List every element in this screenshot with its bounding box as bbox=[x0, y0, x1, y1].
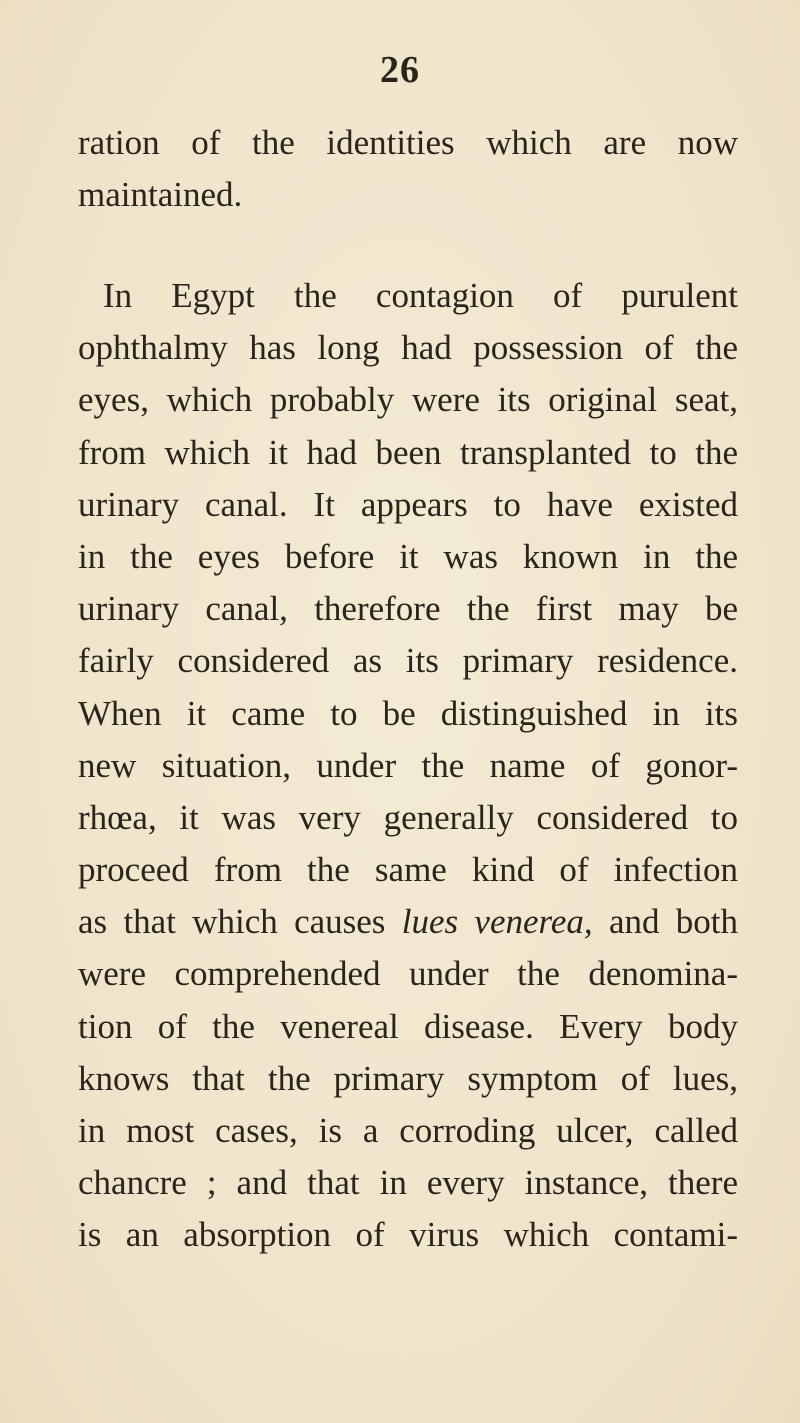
text-line: in most cases, is a corroding ulcer, called bbox=[78, 1111, 738, 1150]
continuation-text bbox=[78, 117, 738, 221]
text-line: chancre ; and that in every instance, there bbox=[78, 1163, 738, 1203]
text-line: fairly considered as its primary residence. bbox=[78, 641, 738, 681]
text-line: ophthalmy has long had possession of the bbox=[78, 328, 738, 368]
text-line: knows that the primary symptom of lues, bbox=[78, 1058, 738, 1098]
text-line: were comprehended under the denomina- bbox=[78, 954, 738, 994]
text-segment: and both bbox=[592, 902, 739, 942]
text-line: urinary canal. It appears to have existed bbox=[78, 484, 738, 524]
text-line: tion of the venereal disease. Every body bbox=[78, 1006, 738, 1046]
text-line: in the eyes before it was known in the bbox=[78, 536, 738, 576]
italic-term: lues venerea, bbox=[401, 902, 593, 942]
text-line: proceed from the same kind of infection bbox=[78, 850, 738, 890]
text-line: from which it had been transplanted to the bbox=[78, 432, 738, 472]
page-number: 26 bbox=[380, 49, 420, 91]
text-segment: as that which causes bbox=[78, 902, 402, 942]
text-line: When it came to be distinguished in its bbox=[78, 693, 738, 733]
text-line: eyes, which probably were its original seat, bbox=[78, 380, 738, 420]
text-line: urinary canal, therefore the first may be bbox=[78, 589, 738, 629]
text-line: rhœa, it was very generally considered to bbox=[78, 797, 738, 837]
text-line: ration of the identities which are now bbox=[78, 123, 738, 162]
text-line: new situation, under the name of gonor- bbox=[78, 745, 738, 785]
main-paragraph bbox=[78, 270, 738, 1262]
text-line: is an absorption of virus which contami- bbox=[78, 1215, 738, 1255]
text-line: In Egypt the contagion of purulent bbox=[103, 276, 738, 315]
text-line-with-italic bbox=[78, 896, 738, 948]
text-line: maintained. bbox=[78, 175, 243, 215]
